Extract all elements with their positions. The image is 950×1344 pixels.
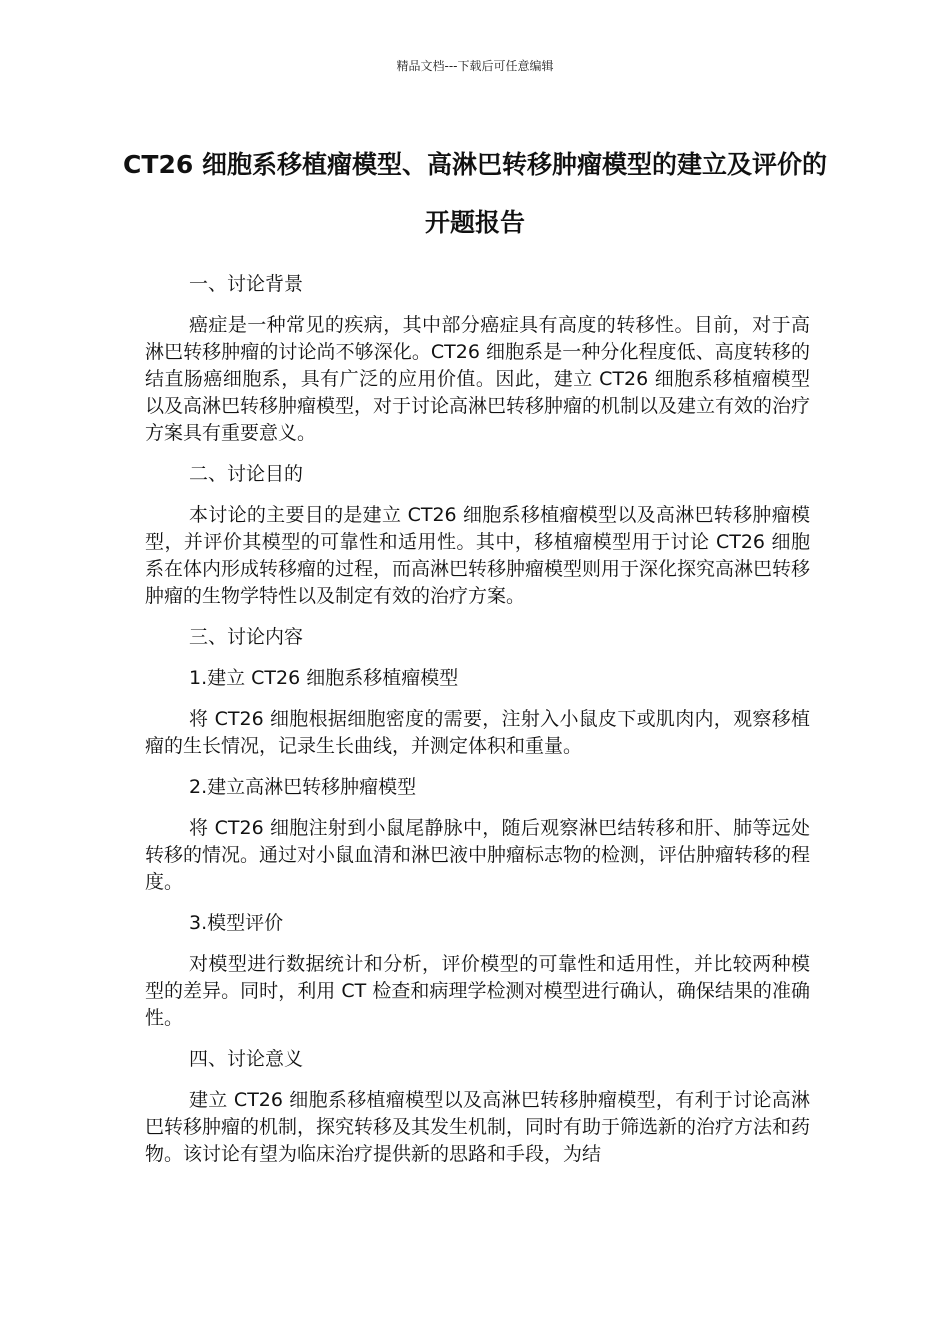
- paragraph-evaluation: 对模型进行数据统计和分析，评价模型的可靠性和适用性，并比较两种模型的差异。同时，利用 CT 检查和病理学检测对模型进行确认，确保结果的准确性。: [145, 953, 810, 1029]
- header-note: 精品文档---下载后可任意编辑: [396, 59, 554, 73]
- section-heading-significance: 四、讨论意义: [189, 1048, 304, 1070]
- subheading-transplant-model: 1.建立 CT26 细胞系移植瘤模型: [189, 667, 459, 689]
- paragraph-lymph-model: 将 CT26 细胞注射到小鼠尾静脉中，随后观察淋巴结转移和肝、肺等远处转移的情况。通过对小鼠血清和淋巴液中肿瘤标志物的检测，评估肿瘤转移的程度。: [145, 817, 811, 893]
- subheading-lymph-model: 2.建立高淋巴转移肿瘤模型: [189, 776, 417, 798]
- document-body: [145, 271, 810, 1182]
- section-heading-purpose: 二、讨论目的: [189, 463, 304, 485]
- paragraph-background: 癌症是一种常见的疾病，其中部分癌症具有高度的转移性。目前，对于高淋巴转移肿瘤的讨论尚不够深化。CT26 细胞系是一种分化程度低、高度转移的结直肠癌细胞系，具有广泛的应用价值。因此，建立 CT26 细胞系移植瘤模型以及高淋巴转移肿瘤模型，对于讨论高淋巴转移肿瘤的机制以及建立有效的治疗方案具有重要意义。: [145, 314, 811, 444]
- subheading-evaluation: 3.模型评价: [189, 912, 284, 934]
- paragraph-purpose: 本讨论的主要目的是建立 CT26 细胞系移植瘤模型以及高淋巴转移肿瘤模型，并评价其模型的可靠性和适用性。其中，移植瘤模型用于讨论 CT26 细胞系在体内形成转移瘤的过程，而高淋巴转移肿瘤模型则用于深化探究高淋巴转移肿瘤的生物学特性以及制定有效的治疗方案。: [145, 504, 811, 607]
- section-heading-background: 一、讨论背景: [189, 273, 304, 295]
- document-title: CT26 细胞系移植瘤模型、高淋巴转移肿瘤模型的建立及评价的开题报告: [123, 150, 827, 237]
- paragraph-significance: 建立 CT26 细胞系移植瘤模型以及高淋巴转移肿瘤模型，有利于讨论高淋巴转移肿瘤的机制，探究转移及其发生机制，同时有助于筛选新的治疗方法和药物。该讨论有望为临床治疗提供新的思路和手段，为结: [145, 1089, 811, 1165]
- section-heading-content: 三、讨论内容: [189, 626, 304, 648]
- paragraph-transplant-model: 将 CT26 细胞根据细胞密度的需要，注射入小鼠皮下或肌肉内，观察移植瘤的生长情况，记录生长曲线，并测定体积和重量。: [145, 708, 810, 757]
